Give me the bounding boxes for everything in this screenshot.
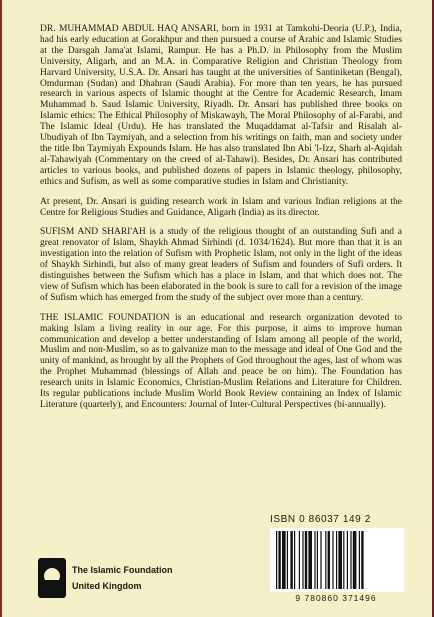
author-bio-paragraph: DR. MUHAMMAD ABDUL HAQ ANSARI, born in 1931 at Tamkohi-Deoria (U.P.), India, had his early education at Gorakhpur and then pursued a course of Arabic and Islamic Studies at the Darsgah Jama'at Islami, Rampur. He has a Ph.D. in Philosophy from the Muslim University, Aligarh, and an M.A. in Comparative Religion and Christian Theology from Harvard University, U.S.A. Dr. Ansari has taught at the universities of Santiniketan (Bengal), Omdurman (Sudan) and Dhahran (Saudi Arabia). For more than ten years, he has pursued research in various aspects of Islamic thought at the Centre for Academic Research, Imam Muhammad b. Saud Islamic University, Riyadh. Dr. Ansari has published three books on Islamic ethics: The Ethical Philosophy of Miskawayh, The Moral Philosophy of al-Farabi, and The Islamic Ideal (Urdu). He has translated the Muqaddamat al-Tafsir and Risalah al-Ubudiyah of Ibn Taymiyah, and a selection from his writings on faith, man and society under the title Ibn Taymiyah Expounds Islam. He has also translated Ibn Abi 'l-Izz, Sharh al-Aqidah al-Tahawiyah (Commentary on the creed of al-Tahawi). Besides, Dr. Ansari has contributed articles to various books, and published dozens of papers in Islamic theology, philosophy, ethics and Sufism, as well as some comparative studies in Islam and Christianity. [40, 24, 402, 187]
publisher-name: The Islamic Foundation [72, 565, 173, 575]
book-description-paragraph: SUFISM AND SHARI'AH is a study of the religious thought of an outstanding Sufi and a great renovator of Islam, Shaykh Ahmad Sirhindi (d. 1034/1624). But more than that it is an investigation into the relation of Sufism with Prophetic Islam, not only in the light of the ideas of Shaykh Sirhindi, but also of many great leaders of Sufism and founders of Sufi orders. It distinguishes between the Sufism which has a place in Islam, and that which does not. The view of Sufism which has been elaborated in the book is sure to call for a revision of the image of Sufism which has emerged from the study of the subject over more than a century. [40, 227, 402, 303]
cover-text [40, 24, 402, 420]
publisher-location: United Kingdom [72, 581, 142, 591]
isbn-label: ISBN 0 86037 149 2 [270, 514, 371, 525]
barcode-icon [270, 528, 404, 592]
current-position-paragraph: At present, Dr. Ansari is guiding research work in Islam and various Indian religions at the Centre for Religious Studies and Guidance, Aligarh (India) as its director. [40, 196, 402, 218]
publisher-logo-icon [38, 558, 66, 598]
publisher-description-paragraph: THE ISLAMIC FOUNDATION is an educational and research organization devoted to making Islam a living reality in our age. For this purpose, it aims to improve human communication and develop a better understanding of Islam among all people of the world, Muslim and non-Muslim, so as to galvanize man to the message and ideal of One God and the unity of mankind, as brought by all the Prophets of God throughout the ages, last of whom was the Prophet Muhammad (blessings of Allah and peace be on him). The Foundation has research units in Islamic Economics, Christian-Muslim Relations and Literature for Children. Its regular publications include Muslim World Book Review containing an Index of Islamic Literature (quarterly), and Encounters: Journal of Inter-Cultural Perspectives (bi-annually). [40, 312, 402, 410]
barcode-number: 9 780860 371496 [295, 593, 377, 603]
